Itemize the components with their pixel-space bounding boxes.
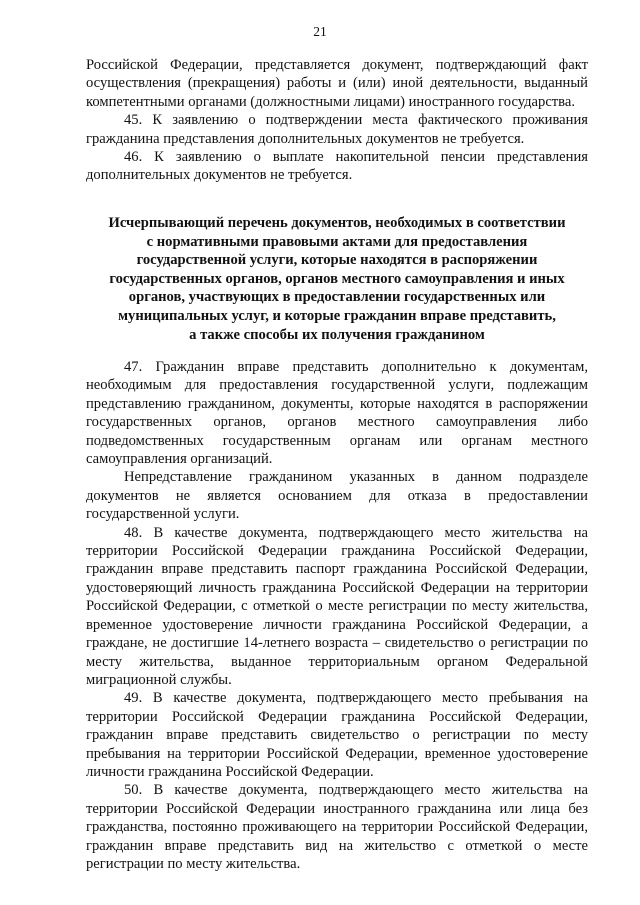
heading-line: Исчерпывающий перечень документов, необходимых в соответствии (108, 215, 566, 231)
paragraph-49: 49. В качестве документа, подтверждающего место пребывания на территории Российской Федерации гражданина Российской Федерации, гражданин вправе представить свидетельство о регистрации по месту пребывания на территории Российской Федерации, временное удостоверение личности гражданина Российской Федерации. (86, 690, 588, 780)
paragraph-47-note: Непредставление гражданином указанных в данном подразделе документов не является основанием для отказа в предоставлении государственной услуги. (86, 469, 588, 523)
heading-line: государственных органов, органов местного самоуправления и иных (109, 270, 565, 287)
section-heading (86, 214, 588, 344)
heading-line: с нормативными правовыми актами для предоставления (146, 233, 528, 250)
paragraph-48: 48. В качестве документа, подтверждающего место жительства на территории Российской Федерации гражданина Российской Федерации, гражданин вправе представить паспорт гражданина Российской Федерации, удостоверяющий личность гражданина Российской Федерации на территории Российской Федерации, с отметкой о месте регистрации по месту жительства, временное удостоверение личности гражданина Российской Федерации, а граждане, не достигшие 14-летнего возраста – свидетельство о регистрации по месту жительства, выданное территориальным органом Федеральной миграционной службы. (86, 524, 588, 688)
paragraph-50: 50. В качестве документа, подтверждающего место жительства на территории Российской Федерации иностранного гражданина или лица без гражданства, постоянно проживающего на территории Российской Федерации, гражданин вправе представить вид на жительство с отметкой о месте регистрации по месту жительства. (86, 782, 588, 872)
text-block-top (86, 56, 588, 185)
paragraph-45: 45. К заявлению о подтверждении места фактического проживания гражданина представления дополнительных документов не требуется. (86, 112, 588, 147)
page-number: 21 (313, 24, 327, 39)
heading-line: а также способы их получения гражданином (189, 326, 485, 343)
heading-line: муниципальных услуг, и которые гражданин вправе представить, (118, 307, 556, 324)
heading-line: государственной услуги, которые находятся в распоряжении (136, 252, 538, 269)
heading-line: органов, участвующих в предоставлении государственных или (128, 289, 546, 306)
text-block-bottom (86, 358, 588, 873)
paragraph-46: 46. К заявлению о выплате накопительной пенсии представления дополнительных документов не требуется. (86, 149, 588, 184)
paragraph-continuation: Российской Федерации, представляется документ, подтверждающий факт осуществления (прекращения) работы и (или) иной деятельности, выданный компетентными органами (должностными лицами) иностранного государства. (86, 57, 588, 110)
paragraph-47: 47. Гражданин вправе представить дополнительно к документам, необходимым для предоставления государственной услуги, подлежащим представлению гражданином, документы, которые находятся в распоряжении государственных органов, органов местного самоуправления либо подведомственных государственным органам или органам местного самоуправления организаций. (86, 359, 588, 468)
